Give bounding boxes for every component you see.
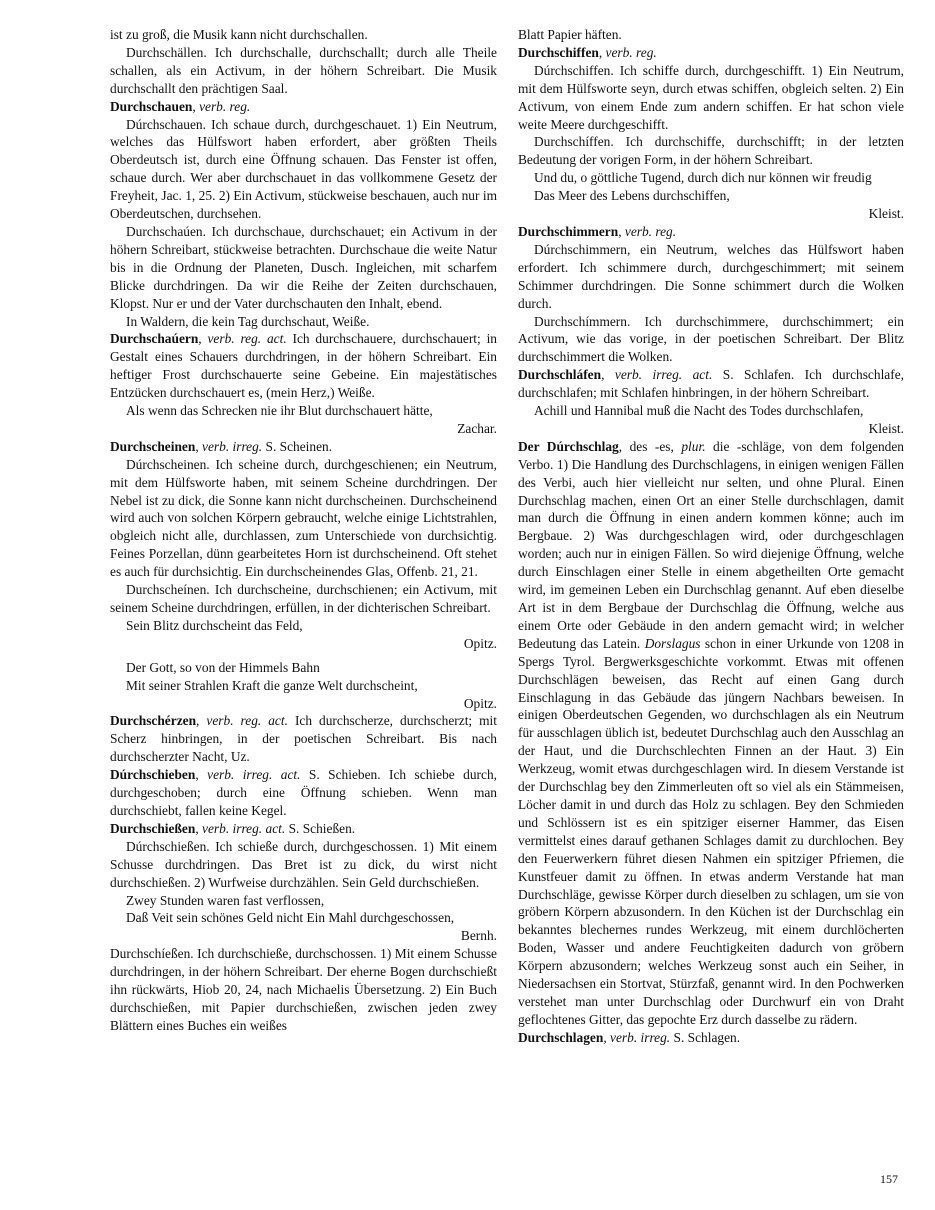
entry: Dúrchschieben, verb. irreg. act. S. Schieben. Ich schiebe durch, durchgeschoben; durch eine Öffnung schieben. Wenn man durchschiebt, fallen keine Kegel. [110, 767, 497, 818]
grammar-label: verb. irreg. [610, 1029, 671, 1045]
quote-source: Opitz. [463, 635, 497, 651]
grammar-label: verb. irreg. act. [614, 367, 713, 383]
paragraph: Dúrchschiffen. Ich schiffe durch, durchgeschifft. 1) Ein Neutrum, mit dem Hülfsworte seyn, durch etwas schiffen, obgleich selten. 2) Ein Activum, von einem Ende zum andern schiffen. Er hat schon viele weite Meere durchgeschifft. [518, 62, 904, 132]
headword: Der Dúrchschlag [518, 438, 619, 454]
quote-source: Kleist. [868, 206, 904, 222]
paragraph: Durchschällen. Ich durchschalle, durchschallt; durch alle Theile schallen, als ein Activum, in der höhern Schreibart. Die Musik durchschallt den prächtigen Saal. [110, 44, 497, 96]
entry-text: , des -es, [618, 438, 682, 454]
quote-source: Bernh. [460, 928, 497, 944]
paragraph: Dúrchschießen. Ich schieße durch, durchgeschossen. 1) Mit einem Schusse durchdringen. Das Bret ist zu dick, du wirst nicht durchschießen. 2) Wurfweise durchzählen. Sein Geld durchschießen. [110, 838, 497, 890]
entry-text: S. Schlafen. Ich durchschlafe, durchschlafen; mit Schlafen hinbringen, in der höhern Schreibart. [518, 367, 904, 401]
grammar-label: verb. irreg. act. [202, 820, 286, 836]
quotation: Der Gott, so von der Himmels Bahn [126, 659, 320, 675]
left-column [110, 26, 497, 1035]
quotation: Mit seiner Strahlen Kraft die ganze Welt durchscheint, [126, 677, 418, 693]
quotation: Und du, o göttliche Tugend, durch dich nur können wir freudig [534, 170, 872, 186]
quotation: Achill und Hannibal muß die Nacht des Todes durchschlafen, [534, 403, 864, 419]
entry-heading: Durchscheinen, verb. irreg. S. Scheinen. [110, 438, 333, 454]
quotation: Als wenn das Schrecken nie ihr Blut durchschauert hätte, [126, 403, 433, 419]
quotation: Sein Blitz durchscheint das Feld, [126, 617, 303, 633]
entry-text: Ich durchscherze, durchscherzt; mit Scherz hinbringen, in der poetischen Schreibart. Bis nach durchscherzter Nacht, Uz. [110, 713, 497, 765]
entry-heading: Durchschimmern, verb. reg. [518, 223, 677, 239]
headword: Dúrchschieben [110, 767, 196, 783]
text-line: Blatt Papier häften. [518, 27, 622, 42]
latin-term: Dorslagus [644, 635, 701, 651]
entry-text: Ich durchschauere, durchschauert; in Gestalt eines Schauers durchdringen, in der höhern Schreibart. Ein heftiger Frost durchschauerte seine Gebeine. Ein majestätisches Entzücken durchschauert es, (mein Herz,) Weiße. [110, 331, 497, 401]
headword: Durchscheinen [110, 438, 196, 454]
paragraph: Durchscheínen. Ich durchscheine, durchschienen; ein Activum, mit seinem Scheine durchdringen, erfüllen, in der dichterischen Schreibart. [110, 582, 497, 615]
entry-text: S. Schlagen. [670, 1029, 741, 1045]
entry-text: die -schläge, von dem folgenden Verbo. 1) Die Handlung des Durchschlagens, in einigen wenigen Fällen des Verbi, auch hier vielleicht nur selten, und ohne Plural. Einen Durchschlag machen, einen Ort an einer Stelle durchschlagen, damit man durch die Öffnung in einen andern kommen könne; auch im Bergbaue. 2) Was durchgeschlagen wird, oder durchgeschlagen worden; auch nur in einigen Fällen. So wird diejenige Öffnung, welche durch Einschlagen einer Stelle in einem abgetheilten Orte gemacht wird, im gemeinen Leben ein Durchschlag genannt. Auf eben dieselbe Art ist in dem Bergbaue der Durchschlag die Öffnung, welche aus einem Orte oder Gebäude in den andern gemacht wird; in welcher Bedeutung das Latein. [518, 438, 904, 651]
entry-heading: Durchschauen, verb. reg. [110, 98, 251, 114]
text-line: ist zu groß, die Musik kann nicht durchschallen. [110, 27, 368, 42]
entry-text: schon in einer Urkunde von 1208 in Spergs Tyrol. Bergwerksgeschichte vorkommt. Etwas mit offenen Durchschlägen beweisen, das Recht auf einen Gang durch Einschlagung in das Gebäude das jüngern Nachbars beweisen. In einigen Oberdeutschen Gegenden, wo durchschlagen als ein Neutrum für ausschlagen üblich ist, bedeutet Durchschlag auch den Ausschlag an der Haut, und die Durchschlechten Finnen an der Haut. 3) Ein Werkzeug, womit etwas durchgeschlagen wird. In diesem Verstande ist der Durchschlag bey den Zimmerleuten oft so viel als ein Stämmeisen, Löcher damit in und durch das Holz zu schlagen. Bey den Schmieden und Schlössern ist es ein spitziger eiserner Hammer, das Eisen vermittelst eines darauf gethanen Schlages damit zu durchlochen. Bey den Feuerwerkern führet diesen Nahmen ein spitziger Pfriemen, die Kunstfeuer damit zu öffnen. In etwas anderm Verstande hat man Durchschläge, gewisse Körper durch dieselben zu schlagen, um sie von gröbern Körpern abzusondern. In den Küchen ist der Durchschlag ein bekanntes blechernes rundes Werkzeug, mit einem durchlöcherten Boden, Wasser und andere Feuchtigkeiten dadurch von gröbern Körpern abzusondern; welches Werkzeug sonst auch ein Seiher, in Niedersachsen ein Stortvat, Stürzfaß, genannt wird. In den Pochwerken verstehet man unter Durchschlag oder Durchwurf ein von Draht geflochtenes Gitter, das gepochte Erz durch dasselbe zu rädern. [518, 635, 904, 1027]
headword: Durchschiffen [518, 44, 599, 60]
grammar-label: verb. irreg. [202, 438, 263, 454]
grammar-label: verb. reg. [199, 98, 251, 114]
quote-source: Kleist. [868, 420, 904, 436]
entry-heading: Durchschlagen, verb. irreg. S. Schlagen. [518, 1029, 741, 1045]
quotation: Daß Veit sein schönes Geld nicht Ein Mahl durchgeschossen, [126, 910, 455, 926]
quote-source: Zachar. [457, 420, 497, 436]
paragraph: Durchschíffen. Ich durchschiffe, durchschifft; in der letzten Bedeutung der vorigen Form, in der höhern Schreibart. [518, 134, 904, 168]
paragraph: Durchschaúen. Ich durchschaue, durchschauet; ein Activum in der höhern Schreibart, stückweise betrachten. Durchschaue die weite Natur bis in die Ordnung der Planeten, Dusch. Ingleichen, mit scharfem Blicke durchdringen. Da wir die Reihe der Zeiten durchschauen, Klopst. Nur er und der Vater durchschauten den Inhalt, ebend. [110, 223, 497, 311]
entry-text: S. Scheinen. [262, 438, 333, 454]
entry-heading: Durchschiffen, verb. reg. [518, 44, 657, 60]
entry: Durchschláfen, verb. irreg. act. S. Schlafen. Ich durchschlafe, durchschlafen; mit Schlafen hinbringen, in der höhern Schreibart. [518, 367, 904, 401]
entry-text: S. Schießen. [285, 820, 356, 836]
paragraph: Dúrchscheinen. Ich scheine durch, durchgeschienen; ein Neutrum, mit dem Hülfsworte haben, mit seinem Scheine durchdringen. Der Nebel ist zu dick, die Sonne kann nicht durchscheinen. Durchscheinend wird auch von solchen Körpern gebraucht, welche einige Lichtstrahlen, obgleich nicht alle, durchlassen, zum Unterschiede von durchsichtig. Feines Porzellan, dünn gearbeitetes Horn ist durchscheinend. Oft stehet es auch für durchsichtig. Ein durchscheinendes Glas, Offenb. 21, 21. [110, 456, 497, 580]
headword: Durchschaúern [110, 331, 199, 347]
quote-source: Opitz. [463, 695, 497, 711]
grammar-label: verb. reg. [624, 223, 677, 239]
entry: Durchschérzen, verb. reg. act. Ich durchscherze, durchscherzt; mit Scherz hinbringen, in der poetischen Schreibart. Bis nach durchscherzter Nacht, Uz. [110, 713, 497, 765]
grammar-label: verb. reg. act. [206, 713, 288, 729]
entry-text: S. Schieben. Ich schiebe durch, durchgeschoben; durch eine Öffnung schieben. Wenn man durchschiebt, fallen keine Kegel. [110, 767, 497, 818]
quotation: Das Meer des Lebens durchschiffen, [534, 188, 730, 204]
headword: Durchschießen [110, 820, 196, 836]
headword: Durchschláfen [518, 367, 602, 383]
paragraph: Durchschímmern. Ich durchschimmere, durchschimmert; ein Activum, wie das vorige, in der poetischen Schreibart. Der Blitz durchschimmert die Wolken. [518, 313, 904, 365]
grammar-label: verb. reg. act. [207, 331, 287, 347]
right-column [518, 26, 904, 1047]
paragraph: Durchschíeßen. Ich durchschieße, durchschossen. 1) Mit einem Schusse durchdringen, in der höhern Schreibart. Der eherne Bogen durchschießt ihn rückwärts, Hiob 20, 24, nach Michaelis Übersetzung. 2) Ein Buch durchschießen, mit Papier durchschießen, zwischen jeden zwey Blättern eines Buches ein weißes [110, 946, 497, 1033]
headword: Durchschlagen [518, 1029, 604, 1045]
entry-heading: Durchschießen, verb. irreg. act. S. Schießen. [110, 820, 356, 836]
entry [518, 438, 904, 1029]
paragraph: Dúrchschauen. Ich schaue durch, durchgeschauet. 1) Ein Neutrum, welches das Hülfswort haben erfordert, aber größten Theils Oberdeutsch ist, durch eine Öffnung schauen. Das Fenster ist offen, schaue durch. Wer aber durchschauet in das vollkommene Gesetz der Freyheit, Jac. 1, 25. 2) Ein Activum, stückweise beschauen, auch nur im Oberdeutschen, durchsehen. [110, 116, 497, 222]
quotation: In Waldern, die kein Tag durchschaut, Weiße. [126, 313, 370, 329]
paragraph: Dúrchschimmern, ein Neutrum, welches das Hülfswort haben erfordert. Ich schimmere durch, durchgeschimmert; mit seinem Schimmer durchdringen. Die Sonne schimmert durch die Wolken durch. [518, 241, 904, 311]
grammar-label: verb. reg. [605, 44, 657, 60]
page-number: 157 [880, 1172, 898, 1186]
headword: Durchschimmern [518, 223, 619, 239]
headword: Durchschauen [110, 98, 193, 114]
grammar-label: plur. [681, 438, 706, 454]
entry: Durchschaúern, verb. reg. act. Ich durchschauere, durchschauert; in Gestalt eines Schauers durchdringen, in der höhern Schreibart. Ein heftiger Frost durchschauerte seine Gebeine. Ein majestätisches Entzücken durchschauert es, (mein Herz,) Weiße. [110, 331, 497, 401]
grammar-label: verb. irreg. act. [207, 767, 301, 783]
headword: Durchschérzen [110, 713, 197, 729]
quotation: Zwey Stunden waren fast verflossen, [126, 892, 325, 908]
